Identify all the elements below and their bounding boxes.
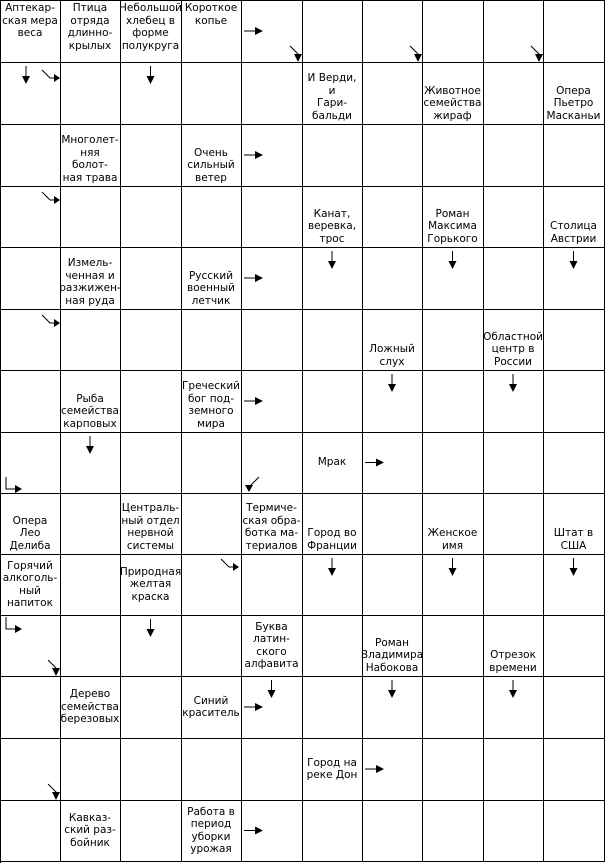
answer-cell[interactable] bbox=[422, 124, 484, 187]
clue-text: Опера Пьетро Масканьи bbox=[546, 84, 601, 122]
answer-cell[interactable] bbox=[483, 186, 544, 248]
clue-cell bbox=[241, 615, 303, 677]
clue-cell bbox=[302, 186, 363, 248]
clue-text: Аптекар- ская мера веса bbox=[2, 2, 58, 39]
answer-cell[interactable] bbox=[422, 800, 484, 862]
answer-cell[interactable] bbox=[422, 554, 484, 616]
answer-cell[interactable] bbox=[302, 615, 363, 677]
answer-cell[interactable] bbox=[362, 247, 423, 310]
answer-cell[interactable] bbox=[422, 370, 484, 433]
clue-cell bbox=[181, 676, 242, 739]
answer-cell[interactable] bbox=[543, 124, 605, 187]
clue-text: Опера Лео Делиба bbox=[9, 514, 51, 552]
clue-cell bbox=[483, 309, 544, 371]
clue-text: Греческий бог под- земного мира bbox=[182, 380, 240, 430]
answer-cell[interactable] bbox=[241, 432, 303, 494]
answer-cell[interactable] bbox=[483, 800, 544, 862]
answer-cell[interactable] bbox=[241, 247, 303, 310]
answer-cell[interactable] bbox=[60, 62, 121, 125]
answer-cell[interactable] bbox=[483, 124, 544, 187]
clue-cell bbox=[543, 62, 605, 125]
answer-cell[interactable] bbox=[362, 493, 423, 555]
clue-text: Штат в США bbox=[553, 527, 594, 552]
answer-cell[interactable] bbox=[483, 247, 544, 310]
answer-cell[interactable] bbox=[362, 0, 423, 63]
answer-cell[interactable] bbox=[543, 554, 605, 616]
clue-cell bbox=[60, 124, 121, 187]
answer-cell[interactable] bbox=[241, 738, 303, 801]
clue-cell bbox=[60, 247, 121, 310]
clue-text: Столица Австрии bbox=[550, 220, 597, 245]
answer-cell[interactable] bbox=[241, 0, 303, 63]
clue-cell bbox=[120, 493, 182, 555]
answer-cell[interactable] bbox=[60, 309, 121, 371]
clue-text: Очень сильный ветер bbox=[187, 146, 235, 184]
answer-cell[interactable] bbox=[362, 676, 423, 739]
clue-text: Роман Максима Горького bbox=[427, 207, 478, 245]
clue-cell bbox=[181, 800, 242, 862]
answer-cell[interactable] bbox=[422, 676, 484, 739]
answer-cell[interactable] bbox=[181, 738, 242, 801]
clue-text: Кавказ- ский раз- бойник bbox=[64, 811, 116, 849]
clue-cell bbox=[60, 676, 121, 739]
answer-cell[interactable] bbox=[120, 186, 182, 248]
clue-cell bbox=[302, 738, 363, 801]
answer-cell[interactable] bbox=[0, 615, 61, 677]
answer-cell[interactable] bbox=[120, 124, 182, 187]
clue-cell bbox=[302, 432, 363, 494]
clue-cell bbox=[60, 370, 121, 433]
answer-cell[interactable] bbox=[0, 432, 61, 494]
clue-text: Природная желтая краска bbox=[119, 565, 182, 603]
clue-text: Ложный слух bbox=[369, 343, 415, 368]
answer-cell[interactable] bbox=[120, 432, 182, 494]
clue-text: Город на реке Дон bbox=[306, 756, 358, 781]
answer-cell[interactable] bbox=[543, 370, 605, 433]
answer-cell[interactable] bbox=[181, 615, 242, 677]
answer-cell[interactable] bbox=[0, 309, 61, 371]
answer-cell[interactable] bbox=[181, 62, 242, 125]
clue-cell bbox=[422, 493, 484, 555]
clue-cell bbox=[181, 370, 242, 433]
clue-text: Небольшой хлебец в форме полукруга bbox=[119, 2, 183, 52]
clue-text: Город во Франции bbox=[307, 527, 357, 552]
clue-cell bbox=[60, 0, 121, 63]
answer-cell[interactable] bbox=[483, 432, 544, 494]
answer-cell[interactable] bbox=[422, 0, 484, 63]
answer-cell[interactable] bbox=[0, 247, 61, 310]
clue-cell bbox=[120, 554, 182, 616]
answer-cell[interactable] bbox=[60, 493, 121, 555]
answer-cell[interactable] bbox=[302, 370, 363, 433]
answer-cell[interactable] bbox=[302, 0, 363, 63]
answer-cell[interactable] bbox=[483, 738, 544, 801]
answer-cell[interactable] bbox=[181, 554, 242, 616]
answer-cell[interactable] bbox=[120, 309, 182, 371]
clue-cell bbox=[483, 615, 544, 677]
answer-cell[interactable] bbox=[422, 247, 484, 310]
answer-cell[interactable] bbox=[483, 370, 544, 433]
clue-text: Роман Владимира Набокова bbox=[360, 636, 424, 674]
clue-text: Работа в период уборки урожая bbox=[187, 805, 235, 855]
clue-cell bbox=[362, 615, 423, 677]
clue-cell bbox=[362, 309, 423, 371]
clue-text: Дерево семейства березовых bbox=[60, 688, 120, 726]
answer-cell[interactable] bbox=[120, 676, 182, 739]
answer-cell[interactable] bbox=[362, 186, 423, 248]
answer-cell[interactable] bbox=[422, 738, 484, 801]
clue-text: Женское имя bbox=[427, 527, 478, 552]
answer-cell[interactable] bbox=[0, 186, 61, 248]
clue-text: Синий краситель bbox=[182, 694, 240, 719]
answer-cell[interactable] bbox=[60, 615, 121, 677]
answer-cell[interactable] bbox=[181, 309, 242, 371]
clue-text: Животное семейства жираф bbox=[423, 84, 482, 122]
answer-cell[interactable] bbox=[241, 370, 303, 433]
answer-cell[interactable] bbox=[362, 124, 423, 187]
answer-cell[interactable] bbox=[181, 493, 242, 555]
answer-cell[interactable] bbox=[181, 432, 242, 494]
answer-cell[interactable] bbox=[120, 370, 182, 433]
clue-cell bbox=[120, 0, 182, 63]
answer-cell[interactable] bbox=[543, 615, 605, 677]
answer-cell[interactable] bbox=[241, 800, 303, 862]
answer-cell[interactable] bbox=[362, 62, 423, 125]
answer-cell[interactable] bbox=[302, 676, 363, 739]
clue-cell bbox=[181, 0, 242, 63]
answer-cell[interactable] bbox=[302, 309, 363, 371]
answer-cell[interactable] bbox=[543, 800, 605, 862]
answer-cell[interactable] bbox=[302, 554, 363, 616]
answer-cell[interactable] bbox=[302, 800, 363, 862]
answer-cell[interactable] bbox=[543, 676, 605, 739]
answer-cell[interactable] bbox=[60, 738, 121, 801]
answer-cell[interactable] bbox=[543, 738, 605, 801]
answer-cell[interactable] bbox=[0, 124, 61, 187]
answer-cell[interactable] bbox=[0, 370, 61, 433]
answer-cell[interactable] bbox=[120, 62, 182, 125]
clue-text: Канат, веревка, трос bbox=[307, 207, 357, 245]
clue-cell bbox=[422, 186, 484, 248]
answer-cell[interactable] bbox=[422, 615, 484, 677]
clue-text: Русский военный летчик bbox=[187, 269, 235, 307]
answer-cell[interactable] bbox=[302, 247, 363, 310]
answer-cell[interactable] bbox=[241, 676, 303, 739]
answer-cell[interactable] bbox=[422, 309, 484, 371]
clue-text: Централь- ный отдел нервной системы bbox=[121, 502, 180, 552]
clue-cell bbox=[181, 124, 242, 187]
clue-text: Измель- ченная и разжижен- ная руда bbox=[59, 257, 121, 307]
answer-cell[interactable] bbox=[362, 370, 423, 433]
answer-cell[interactable] bbox=[60, 186, 121, 248]
answer-cell[interactable] bbox=[241, 124, 303, 187]
clue-cell bbox=[422, 62, 484, 125]
clue-text: Горячий алкоголь- ный напиток bbox=[2, 559, 58, 609]
answer-cell[interactable] bbox=[362, 432, 423, 494]
answer-cell[interactable] bbox=[483, 0, 544, 63]
answer-cell[interactable] bbox=[0, 800, 61, 862]
answer-cell[interactable] bbox=[120, 738, 182, 801]
clue-cell bbox=[60, 800, 121, 862]
answer-cell[interactable] bbox=[120, 615, 182, 677]
clue-cell bbox=[0, 554, 61, 616]
answer-cell[interactable] bbox=[60, 432, 121, 494]
clue-cell bbox=[0, 0, 61, 63]
answer-cell[interactable] bbox=[422, 432, 484, 494]
answer-cell[interactable] bbox=[543, 432, 605, 494]
answer-cell[interactable] bbox=[483, 554, 544, 616]
clue-cell bbox=[302, 62, 363, 125]
answer-cell[interactable] bbox=[362, 554, 423, 616]
clue-text: Многолет- няя болот- ная трава bbox=[61, 134, 119, 184]
answer-cell[interactable] bbox=[120, 247, 182, 310]
answer-cell[interactable] bbox=[241, 62, 303, 125]
answer-cell[interactable] bbox=[543, 0, 605, 63]
clue-text: Термиче- ская обра- ботка ма- териалов bbox=[242, 502, 301, 552]
answer-cell[interactable] bbox=[543, 247, 605, 310]
answer-cell[interactable] bbox=[302, 124, 363, 187]
answer-cell[interactable] bbox=[362, 738, 423, 801]
clue-cell bbox=[302, 493, 363, 555]
answer-cell[interactable] bbox=[241, 309, 303, 371]
answer-cell[interactable] bbox=[60, 554, 121, 616]
clue-cell bbox=[0, 493, 61, 555]
clue-text: Птица отряда длинно- крылых bbox=[67, 2, 113, 52]
clue-text: И Верди, и Гари- бальди bbox=[307, 72, 357, 122]
clue-cell bbox=[543, 186, 605, 248]
answer-cell[interactable] bbox=[241, 554, 303, 616]
clue-text: Мрак bbox=[317, 456, 347, 469]
answer-cell[interactable] bbox=[0, 62, 61, 125]
answer-cell[interactable] bbox=[483, 676, 544, 739]
answer-cell[interactable] bbox=[0, 676, 61, 739]
clue-text: Короткое копье bbox=[184, 2, 238, 27]
clue-cell bbox=[241, 493, 303, 555]
answer-cell[interactable] bbox=[362, 800, 423, 862]
answer-cell[interactable] bbox=[120, 800, 182, 862]
answer-cell[interactable] bbox=[241, 186, 303, 248]
clue-text: Рыба семейства карповых bbox=[61, 392, 119, 430]
answer-cell[interactable] bbox=[483, 493, 544, 555]
clue-text: Отрезок времени bbox=[489, 649, 537, 674]
answer-cell[interactable] bbox=[483, 62, 544, 125]
clue-text: Областной центр в России bbox=[483, 330, 543, 368]
clue-text: Буква латин- ского алфавита bbox=[244, 620, 299, 670]
clue-cell bbox=[181, 247, 242, 310]
answer-cell[interactable] bbox=[181, 186, 242, 248]
clue-cell bbox=[543, 493, 605, 555]
answer-cell[interactable] bbox=[0, 738, 61, 801]
answer-cell[interactable] bbox=[543, 309, 605, 371]
